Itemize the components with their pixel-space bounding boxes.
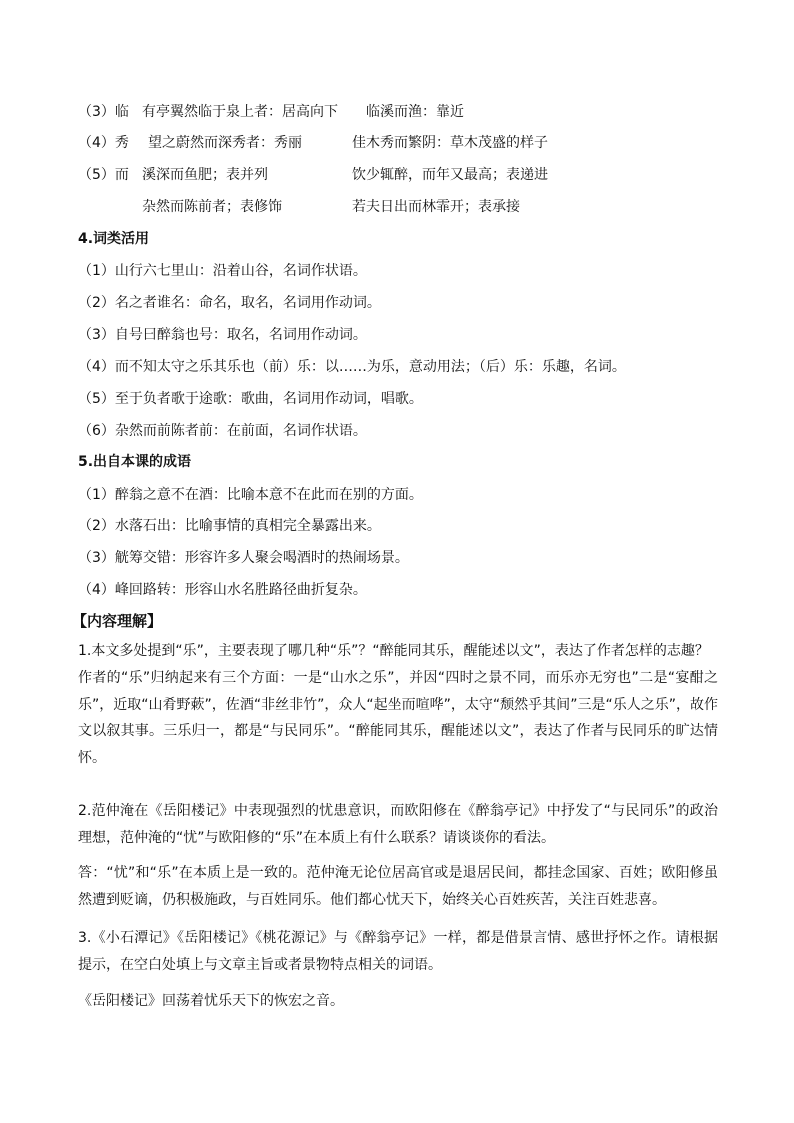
vocab-number: （3）临 (78, 104, 129, 120)
section-heading-content: 【内容理解】 (72, 612, 163, 630)
section-heading-4: 4.词类活用 (78, 231, 150, 247)
vocab-example-left: 溪深而鱼肥；表并列 (142, 167, 268, 183)
list-item: （2）水落石出：比喻事情的真相完全暴露出来。 (78, 518, 381, 534)
list-item: （3）自号曰醉翁也号：取名，名词用作动词。 (78, 327, 367, 343)
vocab-example-left: 望之蔚然而深秀者：秀丽 (148, 135, 302, 151)
list-item: （6）杂然而前陈者前：在前面，名词作状语。 (78, 423, 367, 439)
vocab-example-right: 临溪而渔：靠近 (366, 104, 464, 120)
vocab-example-right: 饮少辄醉，而年又最高；表递进 (352, 167, 548, 183)
question-3: 3.《小石潭记》《岳阳楼记》《桃花源记》与《醉翁亭记》一样，都是借景言情、感世抒怀之作。请根据提示，在空白处填上与文章主旨或者景物特点相关的词语。 (78, 930, 718, 973)
question-1: 1.本文多处提到“乐”，主要表现了哪几种“乐”？“醉能同其乐，醒能述以文”，表达了作者怎样的志趣？ (78, 643, 709, 659)
list-item: （5）至于负者歌于途歌：歌曲，名词用作动词，唱歌。 (78, 391, 423, 407)
section-heading-5: 5.出自本课的成语 (78, 454, 192, 470)
vocab-example-right: 若夫日出而林霏开；表承接 (352, 199, 520, 215)
list-item: （1）醉翁之意不在酒：比喻本意不在此而在别的方面。 (78, 487, 423, 503)
vocab-number: （5）而 (78, 167, 129, 183)
answer-3: 《岳阳楼记》回荡着忧乐天下的恢宏之音。 (78, 993, 344, 1009)
list-item: （3）觥筹交错：形容许多人聚会喝酒时的热闹场景。 (78, 550, 409, 566)
vocab-example-left: 杂然而陈前者；表修饰 (142, 199, 282, 215)
vocab-number: （4）秀 (78, 135, 129, 151)
answer-2: 答：“忧”和“乐”在本质上是一致的。范仲淹无论位居高官或是退居民间，都挂念国家、百姓；欧阳修虽然遭到贬谪，仍积极施政，与百姓同乐。他们都心忧天下，始终关心百姓疾苦，关注百姓悲喜。 (78, 865, 718, 908)
list-item: （1）山行六七里山：沿着山谷，名词作状语。 (78, 263, 367, 279)
list-item: （4）峰回路转：形容山水名胜路径曲折复杂。 (78, 582, 367, 598)
answer-1: 作者的“乐”归纳起来有三个方面：一是“山水之乐”，并因“四时之景不同，而乐亦无穷也”二是“宴酣之乐”，近取“山肴野蔌”，佐酒“非丝非竹”，众人“起坐而喧哗”，太守“颓然乎其间”三是“乐人之乐”，故作文以叙其事。三乐归一，都是“与民同乐”。“醉能同其乐，醒能述以文”，表达了作者与民同乐的旷达情怀。 (78, 670, 718, 766)
vocab-example-left: 有亭翼然临于泉上者：居高向下 (142, 104, 338, 120)
list-item: （4）而不知太守之乐其乐也（前）乐：以……为乐，意动用法；（后）乐：乐趣，名词。 (78, 359, 626, 375)
question-2: 2.范仲淹在《岳阳楼记》中表现强烈的忧患意识，而欧阳修在《醉翁亭记》中抒发了“与民同乐”的政治理想，范仲淹的“忧”与欧阳修的“乐”在本质上有什么联系？请谈谈你的看法。 (78, 803, 718, 846)
list-item: （2）名之者谁名：命名，取名，名词用作动词。 (78, 295, 381, 311)
vocab-example-right: 佳木秀而繁阴：草木茂盛的样子 (352, 135, 548, 151)
